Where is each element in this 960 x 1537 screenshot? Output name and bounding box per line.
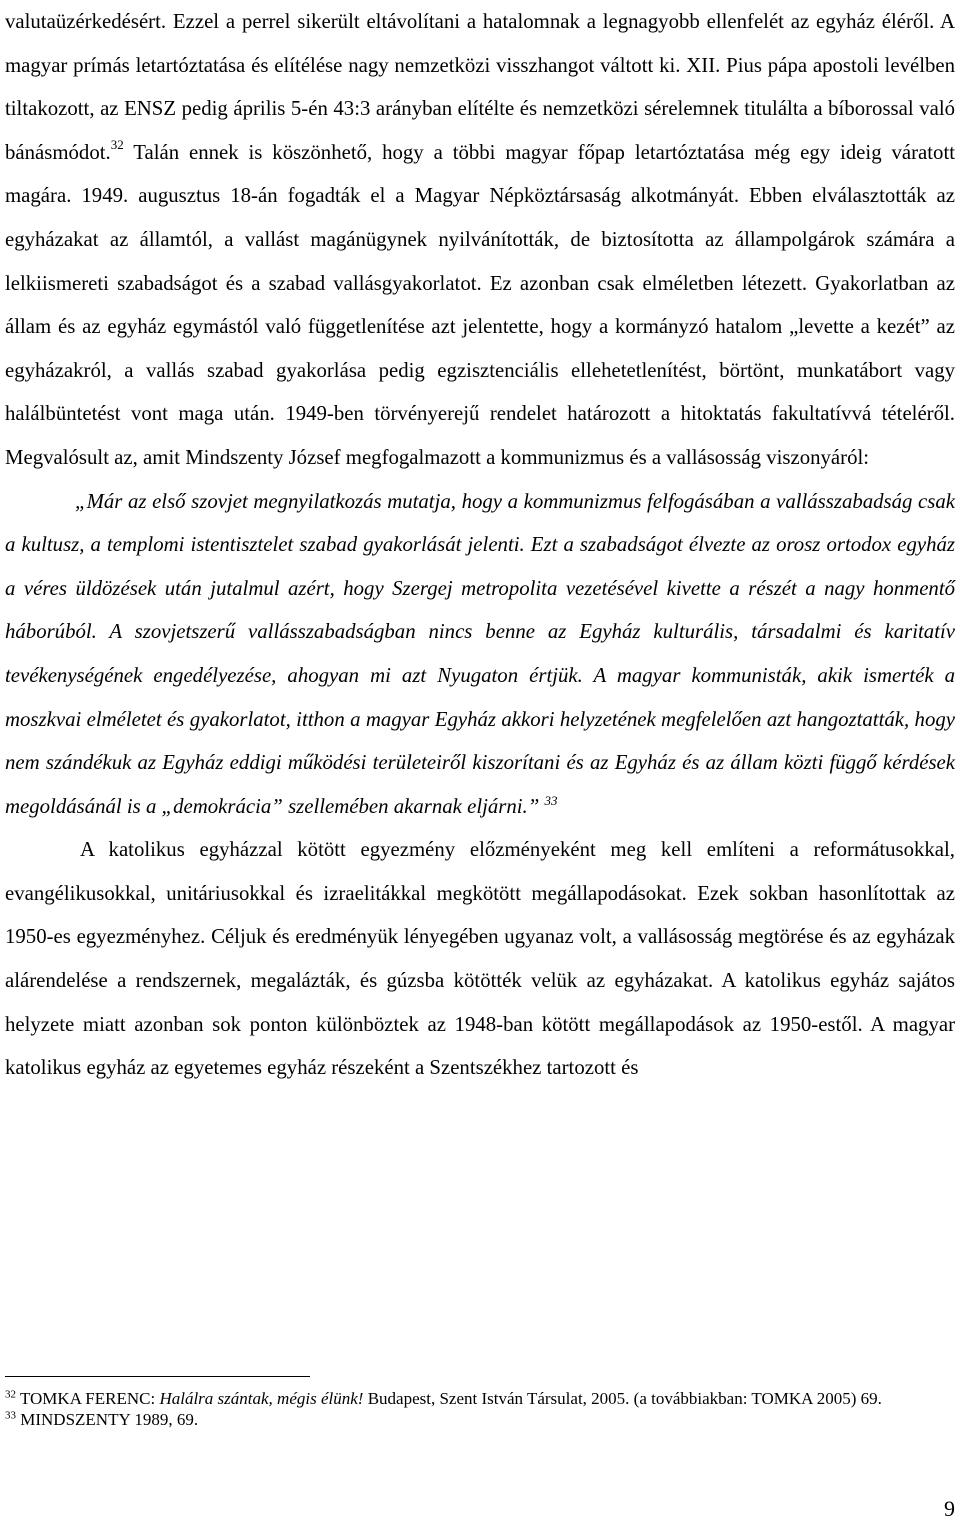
footnote-ref-33[interactable]: 33	[544, 792, 558, 808]
document-page	[5, 0, 955, 1090]
quote-text: „Már az első szovjet megnyilatkozás mutatja, hogy a kommunizmus felfogásában a vallásszabadság csak a kultusz, a templomi istentisztelet szabad gyakorlását jelenti. Ezt a szabadságot élvezte az orosz ortodox egyház a véres üldözések után jutalmul azért, hogy Szergej metropolita vezetésével kivette a részét a nagy honmentő háborúból. A szovjetszerű vallásszabadságban nincs benne az Egyház kulturális, társadalmi és karitatív tevékenységének engedélyezése, ahogyan mi azt Nyugaton értjük. A magyar kommunisták, akik ismerték a moszkvai elméletet és gyakorlatot, itthon a magyar Egyház akkori helyzetének megfelelően azt hangoztatták, hogy nem szándékuk az Egyház eddigi működési területeiről kiszorítani és az Egyház és az állam közti függő kérdések megoldásánál is a „demokrácia” szellemében akarnak eljárni.”	[5, 489, 955, 818]
paragraph-1	[5, 0, 955, 480]
footnote-33-text: MINDSZENTY 1989, 69.	[20, 1410, 199, 1429]
footnotes	[5, 1388, 955, 1430]
block-quote	[5, 480, 955, 829]
footnote-33	[5, 1409, 955, 1430]
paragraph-1-text-b: Talán ennek is köszönhető, hogy a többi magyar főpap letartóztatása még egy ideig váratott magára. 1949. augusztus 18-án fogadták el a Magyar Népköztársaság alkotmányát. Ebben elválasztották az egyházakat az államtól, a vallást magánügynek nyilvánították, de biztosította az állampolgárok számára a lelkiismereti szabadságot és a szabad vallásgyakorlatot. Ez azonban csak elméletben létezett. Gyakorlatban az állam és az egyház egymástól való függetlenítése azt jelentette, hogy a kormányzó hatalom „levette a kezét” az egyházakról, a vallás szabad gyakorlása pedig egzisztenciális ellehetetlenítést, börtönt, munkatábort vagy halálbüntetést vont maga után. 1949-ben törvényerejű rendelet határozott a hitoktatás fakultatívvá tételéről. Megvalósult az, amit Mindszenty József megfogalmazott a kommunizmus és a vallásosság viszonyáról:	[5, 140, 955, 469]
footnote-32-number: 32	[5, 1388, 16, 1401]
footnote-separator	[5, 1376, 310, 1377]
page-number: 9	[944, 1496, 955, 1521]
footnote-32-title: Halálra szántak, mégis élünk!	[159, 1389, 364, 1408]
footnote-32	[5, 1388, 955, 1409]
paragraph-1-text-a: valutaüzérkedésért. Ezzel a perrel sikerült eltávolítani a hatalomnak a legnagyobb ellenfelét az egyház éléről. A magyar prímás letartóztatása és elítélése nagy nemzetközi visszhangot váltott ki. XII. Pius pápa apostoli levélben tiltakozott, az ENSZ pedig április 5-én 43:3 arányban elítélte és nemzetközi sérelemnek titulálta a bíborossal való bánásmódot.	[5, 10, 955, 164]
footnote-32-author: TOMKA FERENC:	[19, 1389, 160, 1408]
footnote-ref-32[interactable]: 32	[110, 136, 124, 152]
paragraph-2: A katolikus egyházzal kötött egyezmény előzményeként meg kell említeni a reformátusokkal, evangélikusokkal, unitáriusokkal és izraelitákkal megkötött megállapodásokat. Ezek sokban hasonlítottak az 1950-es egyezményhez. Céljuk és eredményük lényegében ugyanaz volt, a vallásosság megtörése és az egyházak alárendelése a rendszernek, megalázták, és gúzsba kötötték velük az egyházakat. A katolikus egyház sajátos helyzete miatt azonban sok ponton különböztek az 1948-ban kötött megállapodások az 1950-estől. A magyar katolikus egyház az egyetemes egyház részeként a Szentszékhez tartozott és	[5, 838, 955, 1080]
footnote-32-rest: Budapest, Szent István Társulat, 2005. (a továbbiakban: TOMKA 2005) 69.	[363, 1389, 882, 1408]
footnote-33-number: 33	[5, 1409, 16, 1422]
